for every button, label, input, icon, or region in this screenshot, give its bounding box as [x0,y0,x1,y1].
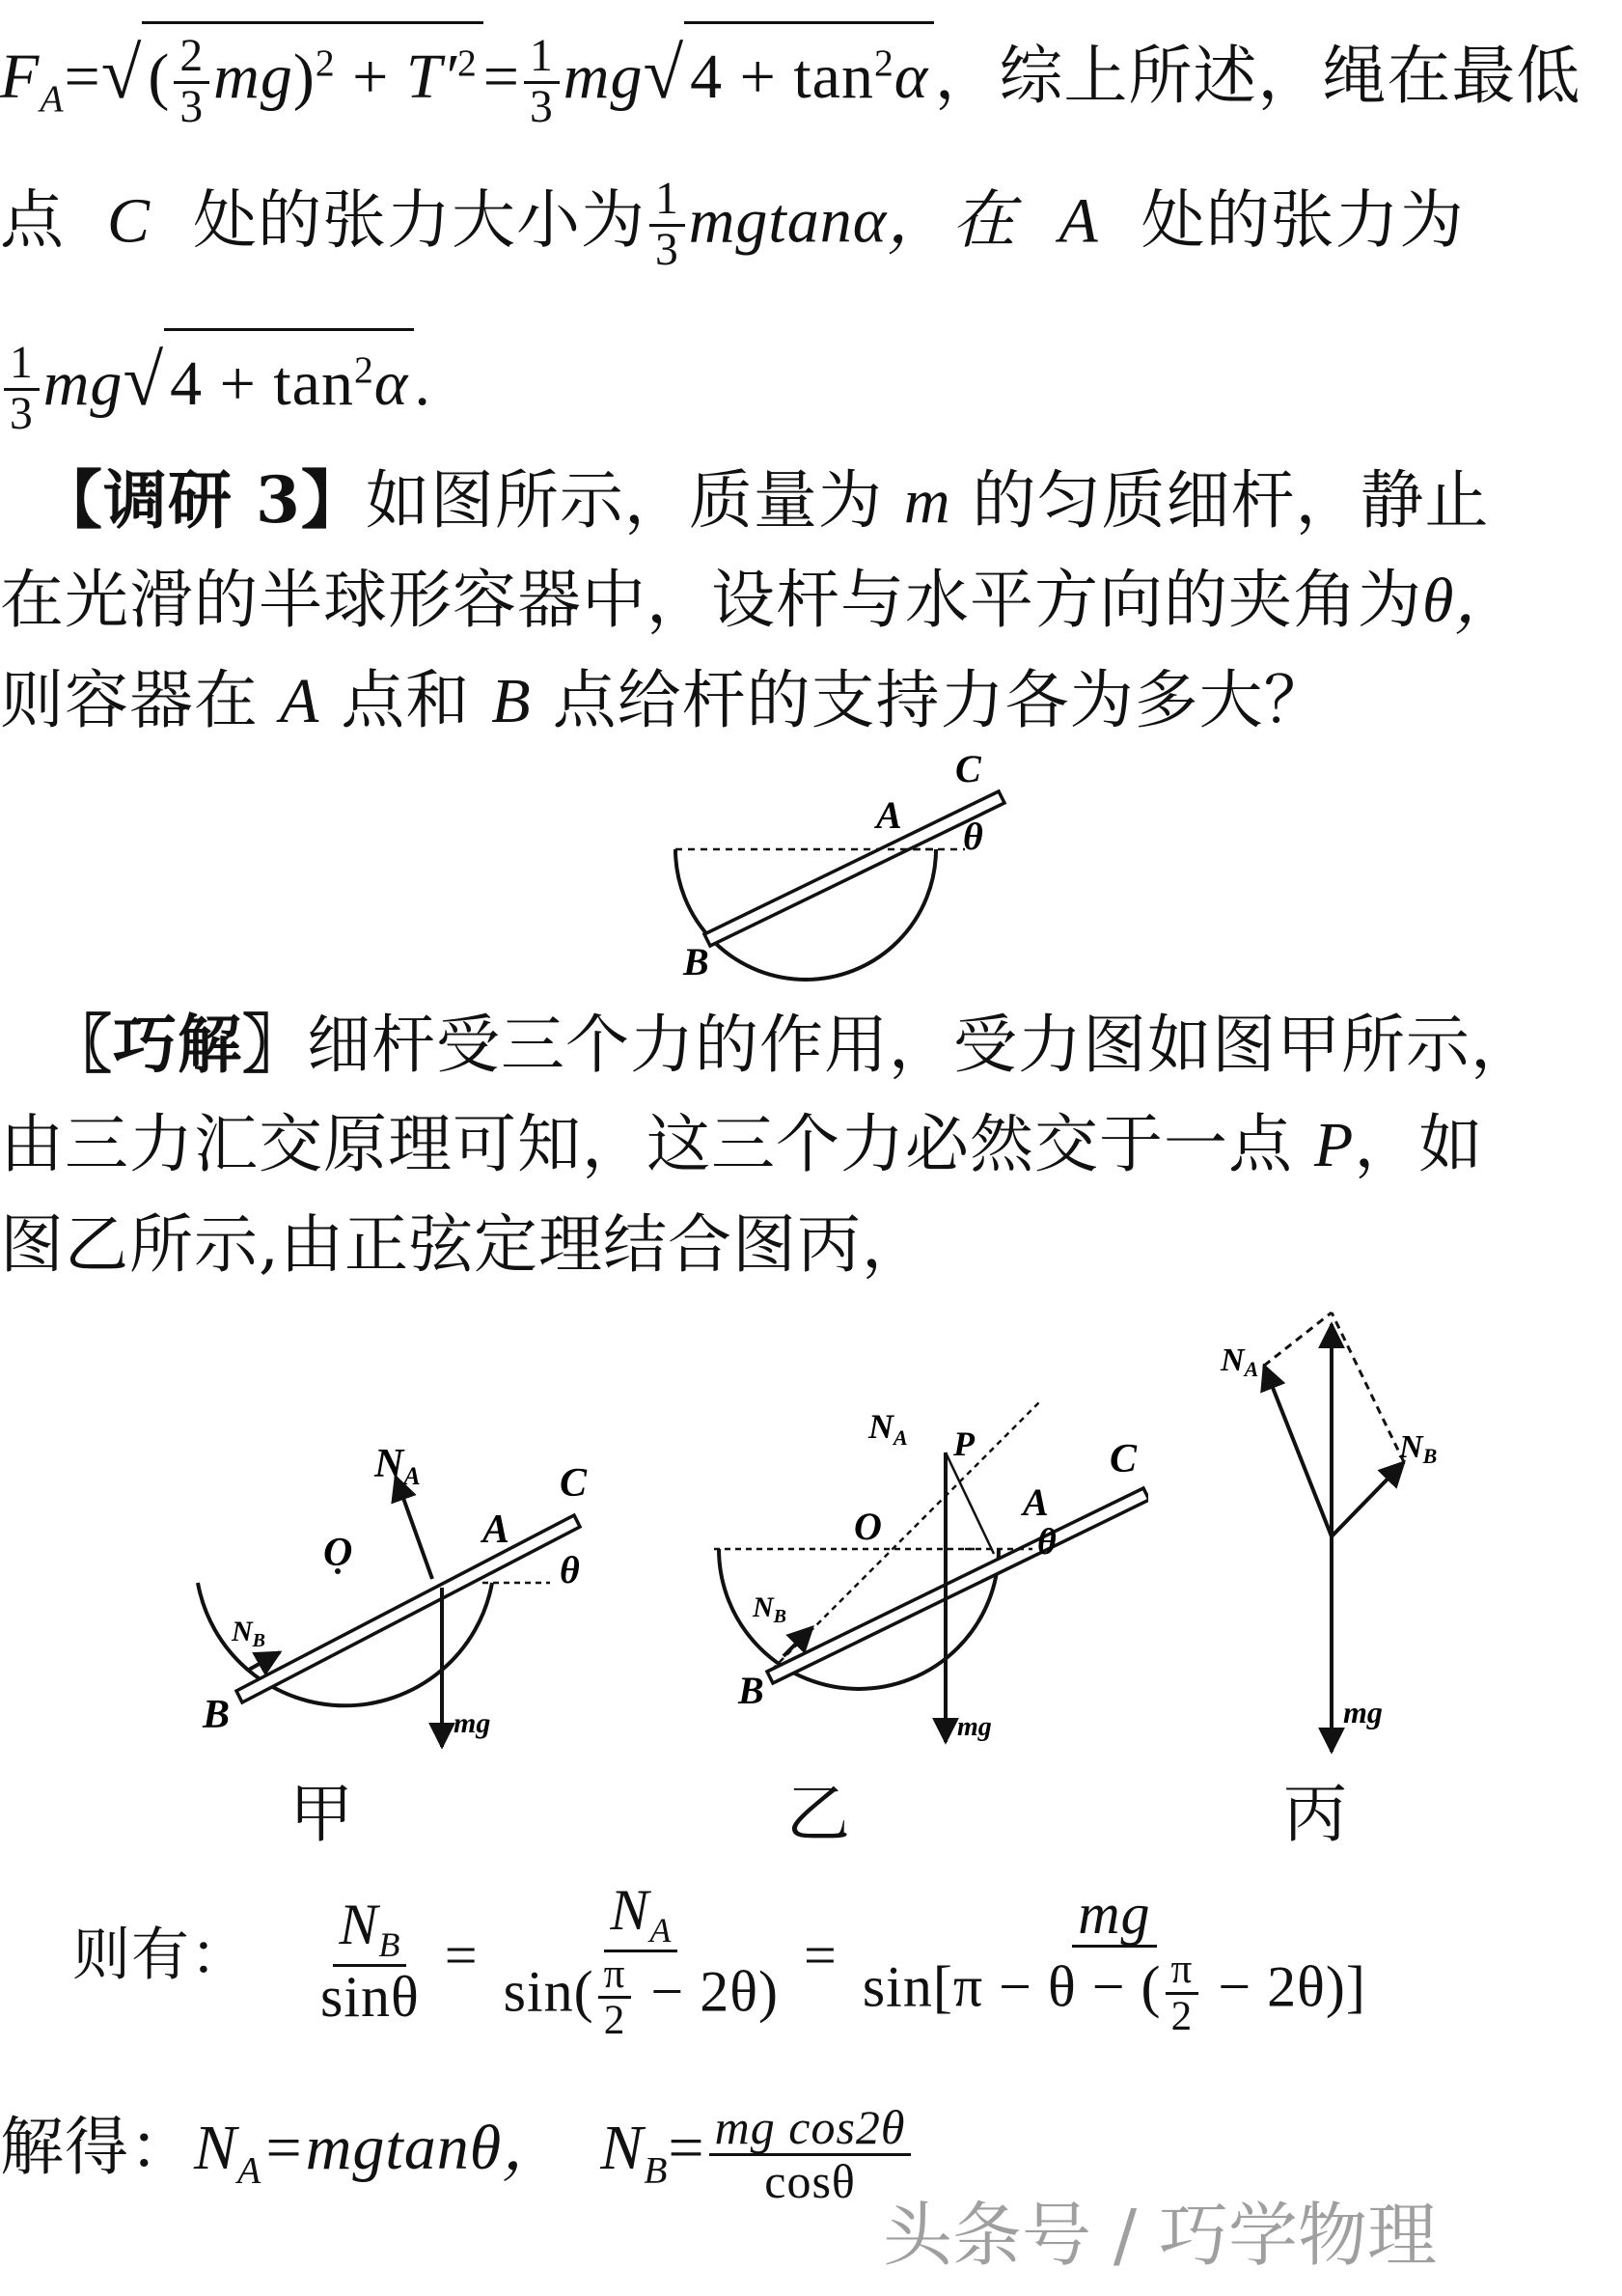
solution-line-2: 由三力汇交原理可知，这三个力必然交于一点 P，如 [0,1107,1484,1181]
figure-bing [1206,1284,1496,1766]
svg-text:mg: mg [957,1712,992,1742]
solution-heading: 〖巧解〗 [48,1007,307,1082]
formula-line-3: $\frac{1}{3}$ $mg√4 + \tan^2\alpha$. [0,328,431,439]
svg-text:NA: NA [868,1407,908,1450]
figure-jia [183,1351,627,1766]
radical-body: ( $\frac{2}{3}$ $mg)^2 + T'^2$ [142,21,482,132]
text-line-1-tail: ，综上所述，绳在最低 [934,41,1581,112]
question-line-1: 【调研 3】如图所示，质量为 m 的匀质细杆，静止 [39,462,1490,538]
question-line-3: 则容器在 A 点和 B 点给杆的支持力各为多大？ [0,663,1329,737]
svg-text:O: O [854,1505,882,1548]
solution-line-3: 图乙所示,由正弦定理结合图丙， [0,1207,926,1282]
question-heading: 【调研 3】 [39,462,366,538]
svg-text:NA: NA [1221,1342,1259,1381]
svg-text:NA: NA [374,1442,421,1490]
caption-yi: 乙 [786,1777,850,1851]
svg-text:θ: θ [560,1548,580,1591]
caption-jia: 甲 [289,1777,353,1851]
svg-text:NB: $N_B$ [753,1591,787,1627]
svg-text:B: B [738,1669,764,1712]
equals-sign: = [64,41,101,112]
radical-sign: √ [100,33,143,114]
formula-line-1: $F_A=√$( $\frac{2}{3}$ $mg)^2 + T'^2=$ $\frac{1}{3}$ $mg√4 + \tan^2\alpha$，综上所述，绳在最低 [0,21,1581,137]
svg-text:A: A [1023,1480,1049,1524]
fraction-one-third: $\frac{1}{3}$ [524,33,560,132]
question-line-2: 在光滑的半球形容器中，设杆与水平方向的夹角为θ， [0,563,1520,637]
text-line-2: 点 C 处的张力大小为 $\frac{1}{3}$ mgtanα，在 A 处的张力为 [0,174,1465,275]
svg-text:P: P [953,1425,975,1463]
figure-yi [704,1390,1148,1766]
svg-text:A: A [876,793,902,837]
svg-text:B: B [683,940,709,983]
svg-text:O: O [323,1531,353,1575]
svg-text:C: C [955,753,981,790]
sine-law-equation: 则有： $\frac{N_B}{\sin\theta}$ = $N_A$ sin( $\frac{\pi}{2}$ − 2θ) = mg sin[π − θ − ( $\frac{\pi}{2}$ − 2θ)] [72,1878,1366,2044]
svg-text:θ: θ [1037,1522,1057,1563]
solution-line-1: 〖巧解〗细杆受三个力的作用，受力图如图甲所示， [48,1007,1535,1082]
svg-text:θ: θ [963,815,983,858]
caption-bing: 丙 [1283,1777,1347,1851]
svg-text:B: B [203,1693,231,1737]
watermark-text: 头条号 / 巧学物理 [883,2195,1438,2276]
svg-text:C: C [1110,1437,1138,1481]
svg-text:mg: mg [1343,1695,1383,1729]
svg-text:NB: NB [1399,1429,1438,1468]
force-symbol: F [0,41,41,112]
svg-text:NB: $N_B$ [232,1616,266,1651]
hemisphere-rod-figure [656,753,1023,984]
then-label: 则有： [72,1922,249,1990]
svg-text:C: C [560,1461,588,1506]
force-subscript: A [40,77,65,121]
svg-text:mg: mg [454,1707,491,1739]
result-line: 解得：$N_A=mgtan\theta$， $N_B=$ $\frac{\text{mg cos2θ}}{\cos\theta}$ [0,2102,915,2208]
svg-text:A: A [482,1508,510,1552]
